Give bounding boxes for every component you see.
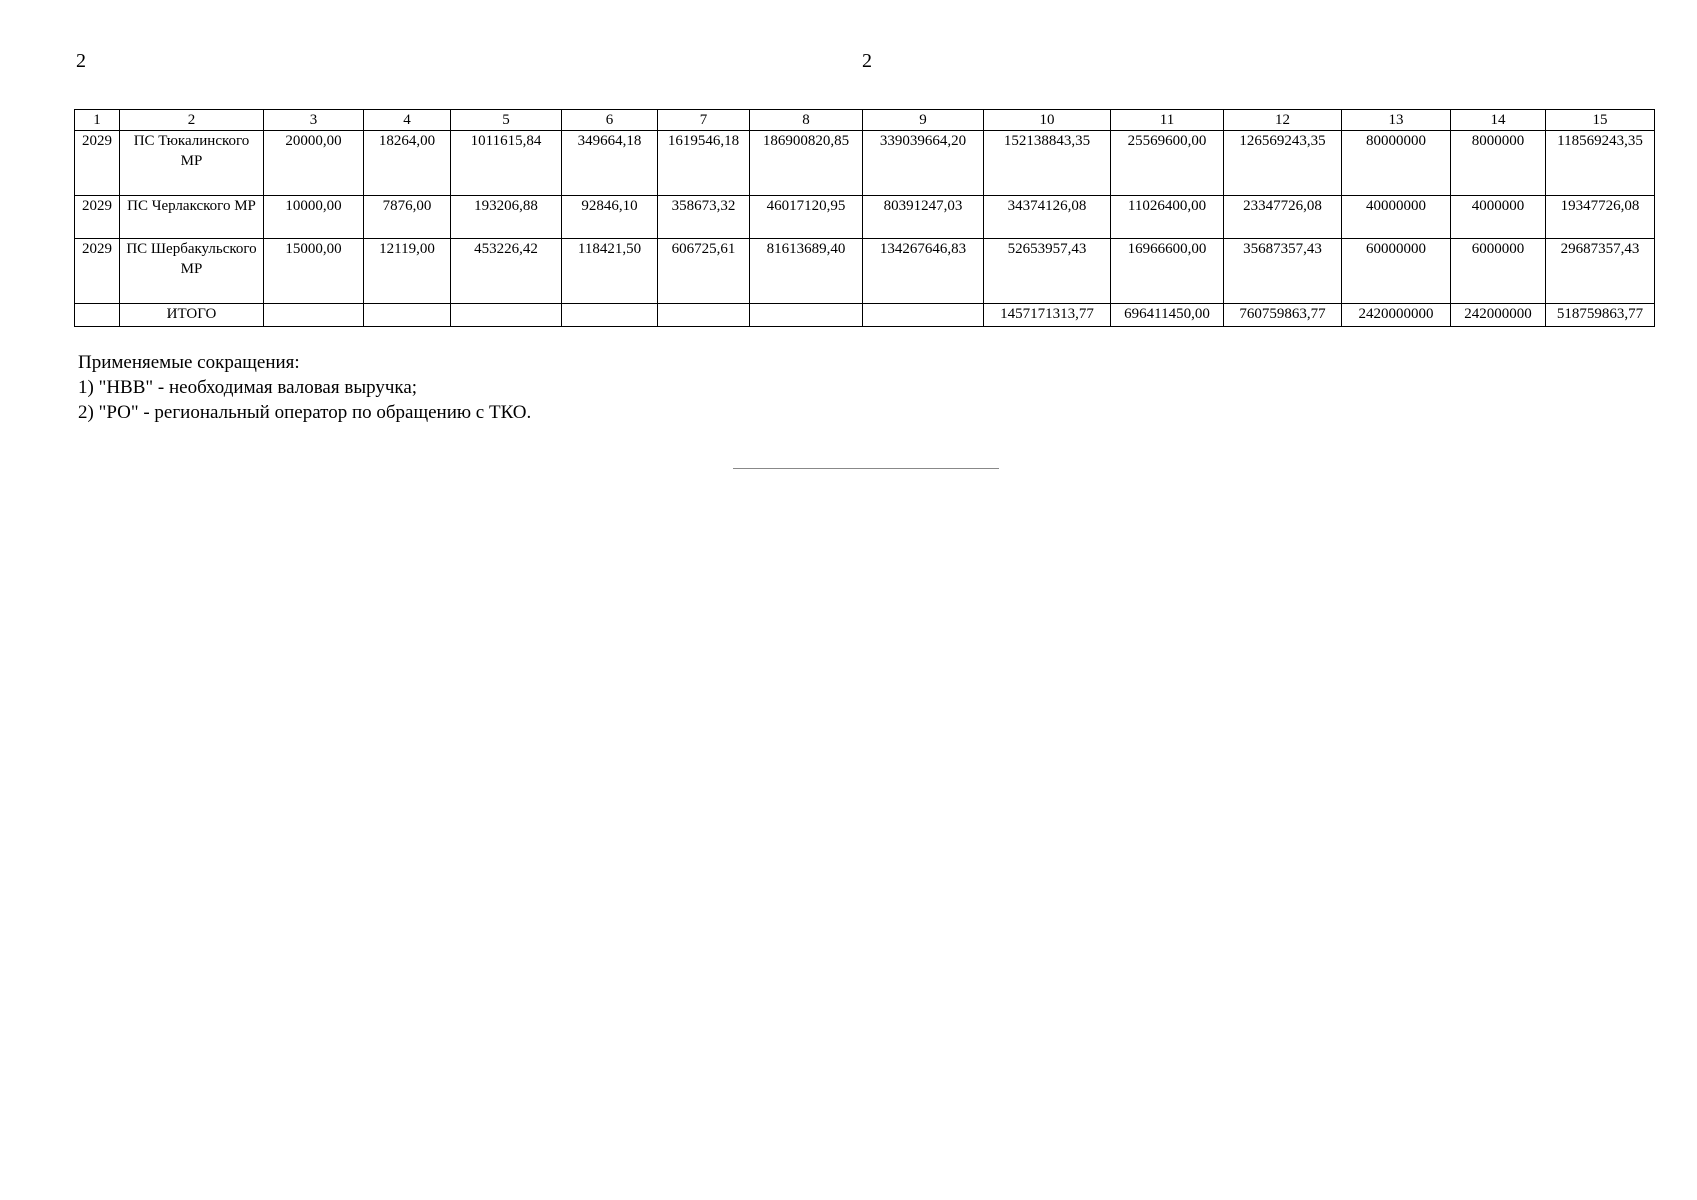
table-cell: 339039664,20 [863,131,984,196]
total-cell [75,304,120,327]
column-header: 10 [984,110,1111,131]
table-cell: 6000000 [1451,239,1546,304]
column-header: 14 [1451,110,1546,131]
table-cell: 60000000 [1342,239,1451,304]
table-cell: 80391247,03 [863,196,984,239]
table-cell: 18264,00 [364,131,451,196]
footer-divider [733,468,999,469]
table-cell: 193206,88 [451,196,562,239]
table-cell: 118569243,35 [1546,131,1655,196]
total-cell [863,304,984,327]
total-cell [264,304,364,327]
table-cell: 40000000 [1342,196,1451,239]
column-header: 13 [1342,110,1451,131]
table-cell: 134267646,83 [863,239,984,304]
table-cell: 2029 [75,196,120,239]
table-cell: 52653957,43 [984,239,1111,304]
total-cell: 518759863,77 [1546,304,1655,327]
column-header: 9 [863,110,984,131]
page-number-left: 2 [76,50,86,72]
table-cell: 1011615,84 [451,131,562,196]
table-cell: 152138843,35 [984,131,1111,196]
total-label: ИТОГО [120,304,264,327]
table-cell: 2029 [75,239,120,304]
table-cell: 118421,50 [562,239,658,304]
table-cell: 16966600,00 [1111,239,1224,304]
column-header: 5 [451,110,562,131]
total-cell: 242000000 [1451,304,1546,327]
table-cell: 606725,61 [658,239,750,304]
table-cell: ПС Тюкалинского МР [120,131,264,196]
table-cell: 349664,18 [562,131,658,196]
page-number-center: 2 [862,50,872,72]
table-cell: 20000,00 [264,131,364,196]
table-cell: 1619546,18 [658,131,750,196]
total-cell [451,304,562,327]
table-cell: 358673,32 [658,196,750,239]
table-cell: 81613689,40 [750,239,863,304]
table-cell: 10000,00 [264,196,364,239]
table-cell: 12119,00 [364,239,451,304]
table-cell: 453226,42 [451,239,562,304]
column-header: 3 [264,110,364,131]
total-cell: 760759863,77 [1224,304,1342,327]
table-row [75,239,1655,304]
table-header-row [75,110,1655,131]
table-cell: 35687357,43 [1224,239,1342,304]
table-cell: 126569243,35 [1224,131,1342,196]
table-row [75,196,1655,239]
total-cell [562,304,658,327]
column-header: 7 [658,110,750,131]
table-cell: 11026400,00 [1111,196,1224,239]
total-cell [364,304,451,327]
column-header: 6 [562,110,658,131]
table-cell: 34374126,08 [984,196,1111,239]
table-row [75,131,1655,196]
table-cell: ПС Шербакульского МР [120,239,264,304]
table-cell: 7876,00 [364,196,451,239]
data-table-container [74,109,1655,327]
total-cell [658,304,750,327]
column-header: 1 [75,110,120,131]
table-cell: 8000000 [1451,131,1546,196]
table-cell: 23347726,08 [1224,196,1342,239]
data-table [74,109,1655,327]
notes-item: 1) "НВВ" - необходимая валовая выручка; [78,377,418,398]
column-header: 4 [364,110,451,131]
column-header: 11 [1111,110,1224,131]
table-cell: 92846,10 [562,196,658,239]
notes-item: 2) "РО" - региональный оператор по обращению с ТКО. [78,402,532,423]
total-cell [750,304,863,327]
total-cell: 2420000000 [1342,304,1451,327]
total-cell: 1457171313,77 [984,304,1111,327]
notes-title: Применяемые сокращения: [78,352,300,373]
table-cell: 2029 [75,131,120,196]
abbreviations-notes [78,350,531,425]
table-cell: 25569600,00 [1111,131,1224,196]
column-header: 12 [1224,110,1342,131]
table-cell: 29687357,43 [1546,239,1655,304]
table-cell: 80000000 [1342,131,1451,196]
table-total-row [75,304,1655,327]
total-cell: 696411450,00 [1111,304,1224,327]
table-cell: ПС Черлакского МР [120,196,264,239]
column-header: 2 [120,110,264,131]
table-cell: 15000,00 [264,239,364,304]
column-header: 8 [750,110,863,131]
column-header: 15 [1546,110,1655,131]
table-cell: 46017120,95 [750,196,863,239]
table-cell: 4000000 [1451,196,1546,239]
table-cell: 186900820,85 [750,131,863,196]
table-cell: 19347726,08 [1546,196,1655,239]
